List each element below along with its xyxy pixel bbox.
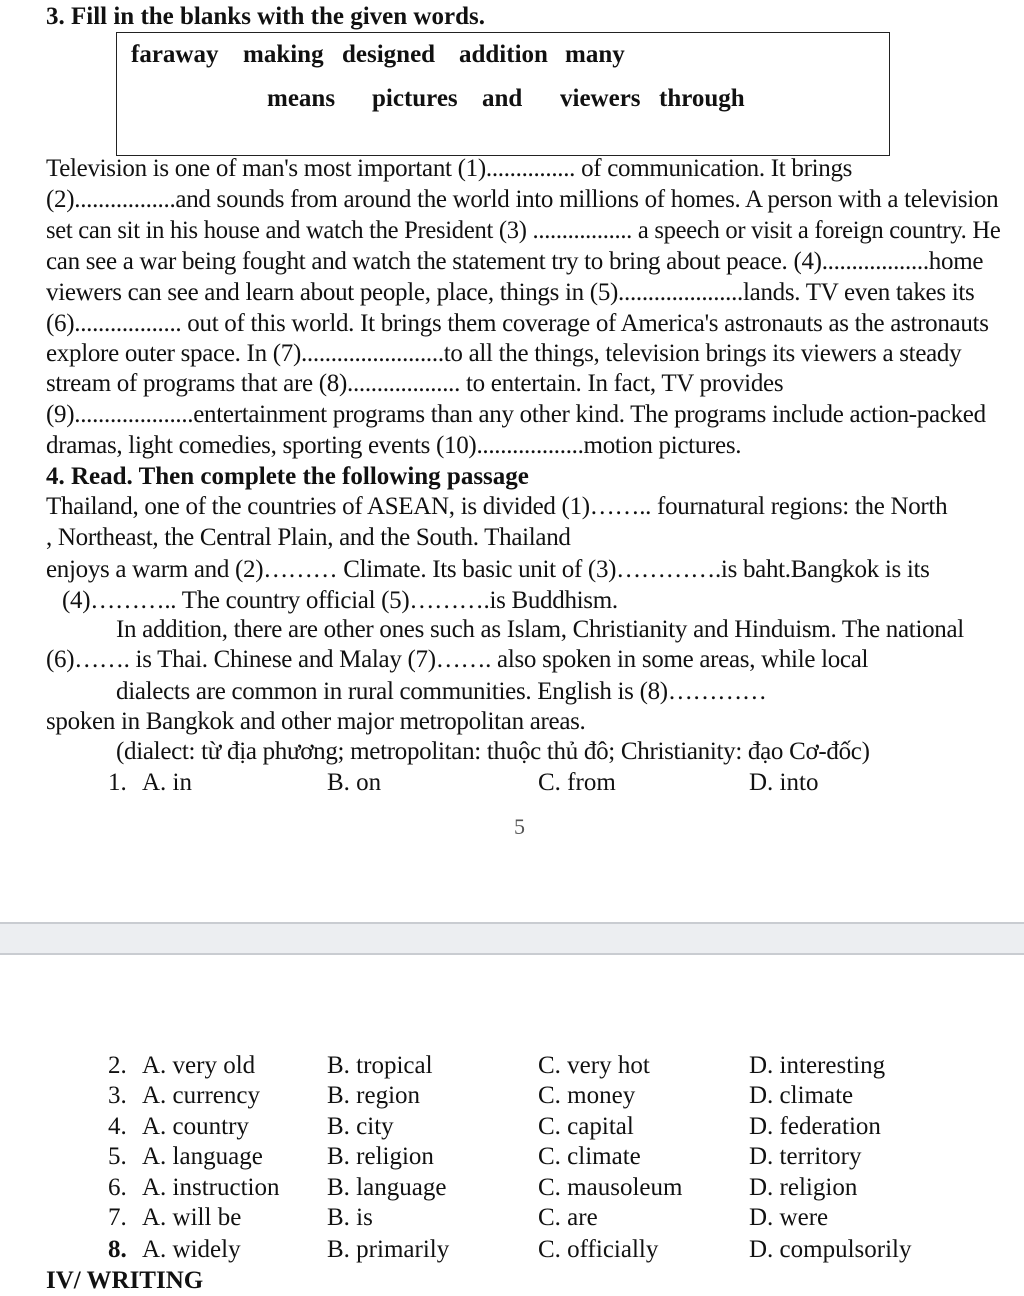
option-c: C. officially (538, 1236, 659, 1263)
option-a: A. very old (142, 1052, 256, 1079)
passage-line: (6)……. is Thai. Chinese and Malay (7)……. also spoken in some areas, while local (46, 646, 869, 673)
page-separator (0, 922, 1024, 955)
question-number: 8. (108, 1236, 127, 1263)
passage-line: Thailand, one of the countries of ASEAN, is divided (1)…….. fournatural regions: the North (46, 493, 948, 520)
option-a: A. country (142, 1113, 249, 1140)
option-c: C. from (538, 769, 616, 796)
passage-line: enjoys a warm and (2)……… Climate. Its basic unit of (3)………….is baht.Bangkok is its (46, 556, 930, 583)
option-c: C. are (538, 1204, 598, 1231)
option-a: A. language (142, 1143, 263, 1170)
passage-line: (4)……….. The country official (5)……….is Buddhism. (62, 587, 618, 614)
option-d: D. climate (749, 1082, 854, 1109)
section3-heading: 3. Fill in the blanks with the given words. (46, 3, 485, 30)
option-b: B. tropical (327, 1052, 433, 1079)
passage-line: dramas, light comedies, sporting events (10)..................motion pictures. (46, 432, 742, 459)
option-c: C. climate (538, 1143, 641, 1170)
passage-line: set can sit in his house and watch the President (3) ................. a speech or visit a foreign country. He (46, 217, 1001, 244)
option-d: D. religion (749, 1174, 858, 1201)
page-number: 5 (514, 814, 525, 839)
word-box-item: designed (342, 41, 436, 68)
question-number: 2. (108, 1052, 127, 1079)
passage-line: (2).................and sounds from around the world into millions of homes. A person with a television (46, 186, 999, 213)
option-c: C. very hot (538, 1052, 650, 1079)
question-number: 1. (108, 769, 127, 796)
option-b: B. is (327, 1204, 373, 1231)
option-d: D. interesting (749, 1052, 886, 1079)
word-box-item: and (482, 85, 523, 112)
option-b: B. primarily (327, 1236, 450, 1263)
question-number: 7. (108, 1204, 127, 1231)
passage-line: In addition, there are other ones such as Islam, Christianity and Hinduism. The national (116, 616, 964, 643)
next-section-heading: IV/ WRITING (46, 1267, 204, 1294)
option-b: B. city (327, 1113, 394, 1140)
option-c: C. money (538, 1082, 636, 1109)
passage-line: can see a war being fought and watch the statement try to bring about peace. (4)..................home (46, 248, 984, 275)
question-number: 4. (108, 1113, 127, 1140)
passage-line: dialects are common in rural communities. English is (8)………… (116, 678, 767, 705)
vocab-note: (dialect: từ địa phương; metropolitan: thuộc thủ đô; Christianity: đạo Cơ-đốc) (116, 738, 870, 765)
passage-line: viewers can see and learn about people, place, things in (5).....................lands. TV even takes its (46, 279, 975, 306)
option-b: B. on (327, 769, 382, 796)
word-box-item: viewers (560, 85, 641, 112)
word-box-item: many (565, 41, 625, 68)
passage-line: spoken in Bangkok and other major metropolitan areas. (46, 708, 586, 735)
option-d: D. compulsorily (749, 1236, 912, 1263)
option-a: A. currency (142, 1082, 260, 1109)
question-number: 5. (108, 1143, 127, 1170)
word-box-item: making (243, 41, 324, 68)
word-box-item: faraway (131, 41, 219, 68)
passage-line: , Northeast, the Central Plain, and the South. Thailand (46, 524, 571, 551)
option-b: B. religion (327, 1143, 434, 1170)
option-d: D. federation (749, 1113, 881, 1140)
word-box (116, 32, 890, 156)
passage-line: (6).................. out of this world. It brings them coverage of America's astronauts as the astronauts (46, 310, 989, 337)
word-box-item: pictures (372, 85, 458, 112)
option-a: A. widely (142, 1236, 241, 1263)
option-d: D. into (749, 769, 819, 796)
option-d: D. territory (749, 1143, 862, 1170)
question-number: 6. (108, 1174, 127, 1201)
word-box-item: addition (459, 41, 548, 68)
question-number: 3. (108, 1082, 127, 1109)
passage-line: Television is one of man's most important (1)............... of communication. It brings (46, 155, 853, 182)
passage-line: stream of programs that are (8)................... to entertain. In fact, TV provides (46, 370, 784, 397)
word-box-item: means (267, 85, 336, 112)
passage-line: (9)....................entertainment programs than any other kind. The programs include action-packed (46, 401, 986, 428)
option-a: A. instruction (142, 1174, 280, 1201)
section4-heading: 4. Read. Then complete the following passage (46, 463, 529, 490)
option-c: C. mausoleum (538, 1174, 683, 1201)
option-b: B. language (327, 1174, 447, 1201)
option-a: A. will be (142, 1204, 242, 1231)
option-c: C. capital (538, 1113, 634, 1140)
option-d: D. were (749, 1204, 829, 1231)
word-box-item: through (659, 85, 745, 112)
option-b: B. region (327, 1082, 421, 1109)
option-a: A. in (142, 769, 192, 796)
passage-line: explore outer space. In (7)........................to all the things, television brings its viewers a steady (46, 340, 962, 367)
